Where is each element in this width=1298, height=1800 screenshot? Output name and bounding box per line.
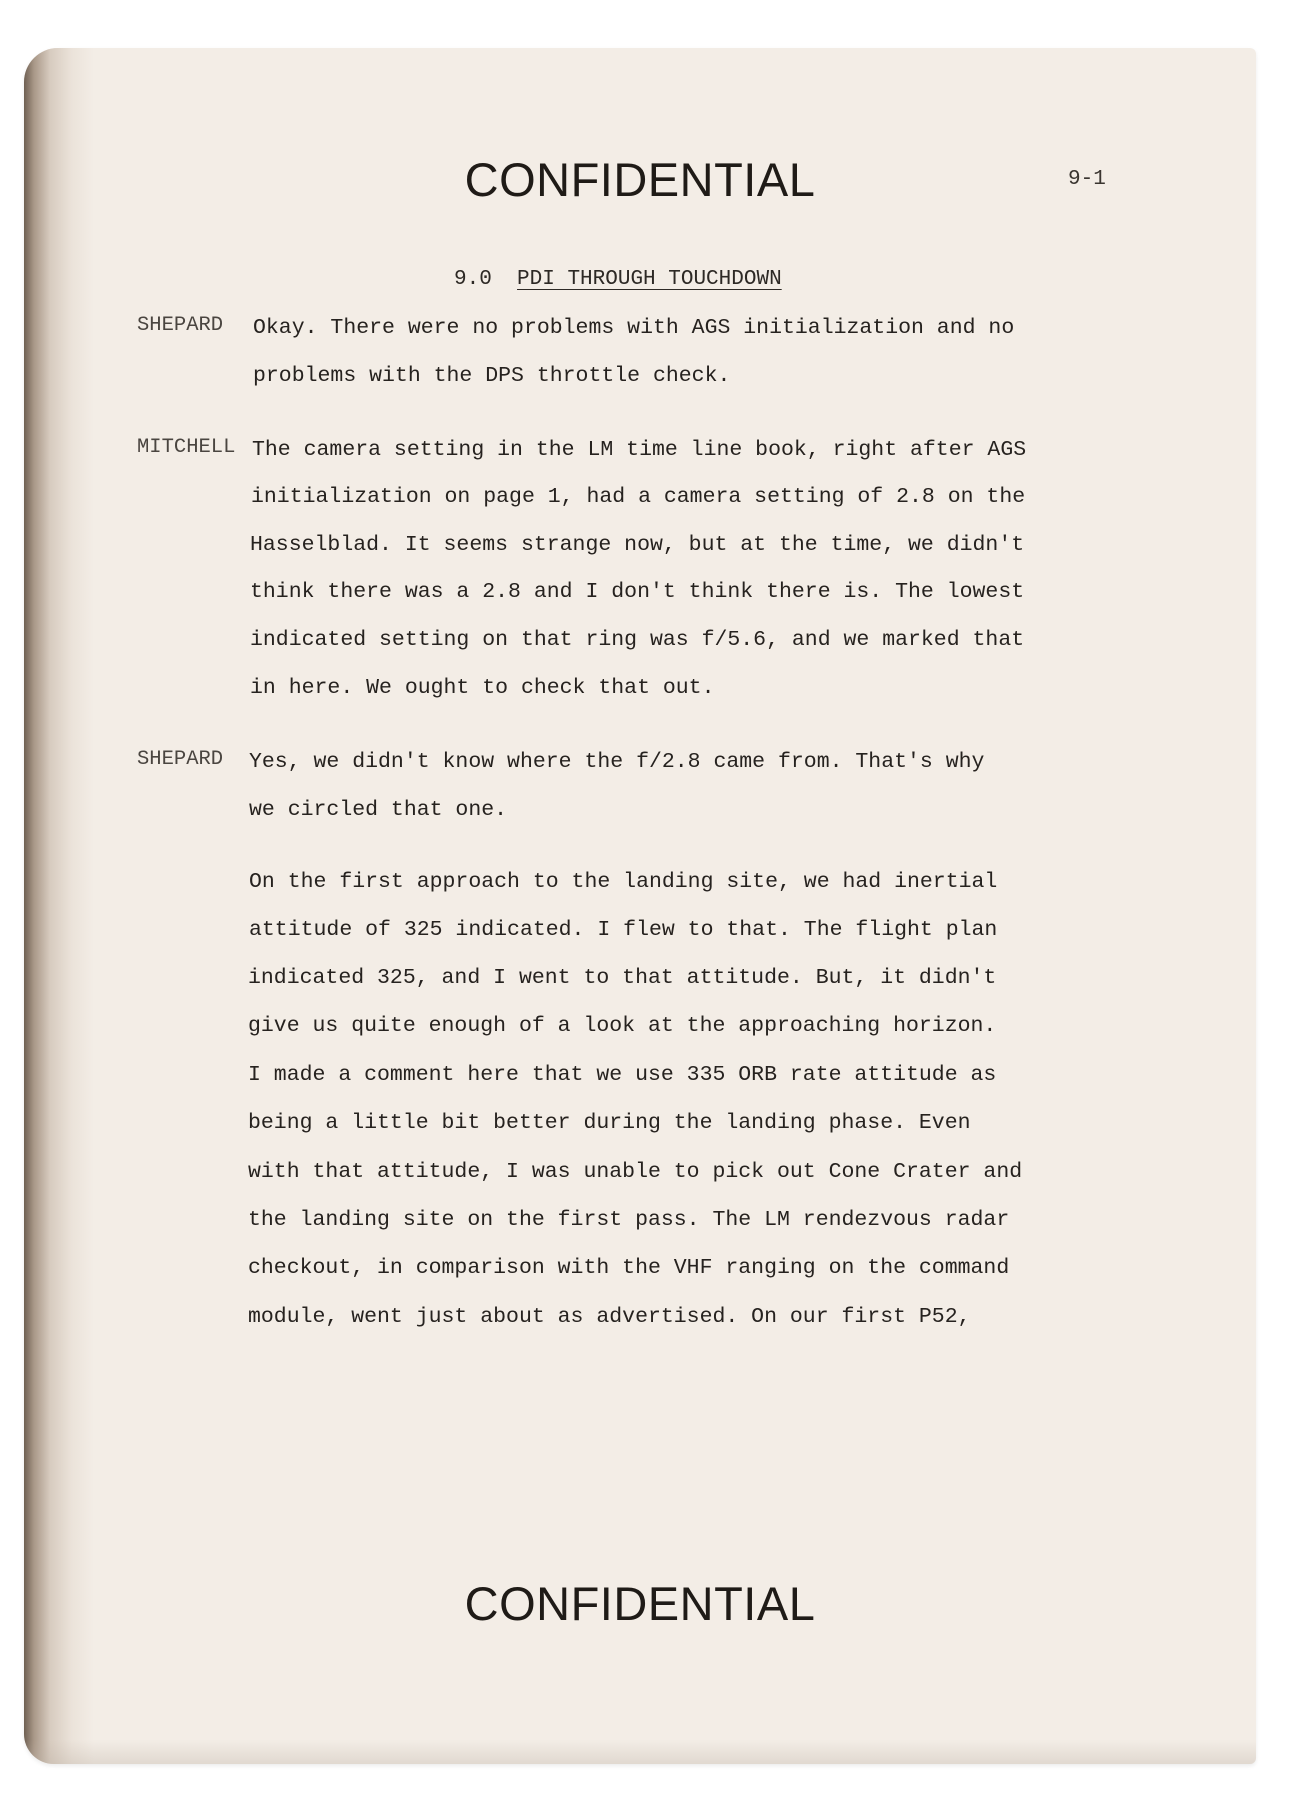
transcript-line: attitude of 325 indicated. I flew to that. The flight plan (249, 918, 998, 942)
transcript-line: Yes, we didn't know where the f/2.8 came from. That's why (249, 750, 985, 774)
transcript-line: I made a comment here that we use 335 ORB rate attitude as (248, 1063, 997, 1087)
section-heading (454, 268, 782, 291)
transcript-line: we circled that one. (249, 798, 508, 822)
transcript-line: being a little bit better during the landing phase. Even (248, 1111, 971, 1135)
transcript-line: On the first approach to the landing site, we had inertial (249, 870, 998, 894)
page-number: 9-1 (1068, 168, 1106, 191)
document-page (24, 48, 1256, 1764)
transcript-line: think there was a 2.8 and I don't think there is. The lowest (250, 580, 1025, 604)
transcript-line: give us quite enough of a look at the approaching horizon. (248, 1014, 997, 1038)
footer-classification-stamp: CONFIDENTIAL (464, 1577, 816, 1630)
speaker-label: MITCHELL (137, 436, 236, 459)
transcript-line: The camera setting in the LM time line book, right after AGS (252, 438, 1027, 462)
speaker-label: SHEPARD (137, 314, 224, 337)
transcript-line: initialization on page 1, had a camera setting of 2.8 on the (251, 485, 1026, 509)
transcript-line: the landing site on the first pass. The LM rendezvous radar (248, 1208, 1010, 1232)
transcript-line: in here. We ought to check that out. (250, 676, 715, 700)
transcript-line: with that attitude, I was unable to pick out Cone Crater and (248, 1160, 1023, 1184)
transcript-line: checkout, in comparison with the VHF ranging on the command (248, 1256, 1010, 1280)
transcript-line: indicated setting on that ring was f/5.6, and we marked that (250, 628, 1025, 652)
transcript-line: Hasselblad. It seems strange now, but at the time, we didn't (250, 533, 1025, 557)
transcript-line: module, went just about as advertised. On our first P52, (248, 1305, 971, 1329)
section-number: 9.0 (454, 268, 492, 291)
header-classification-stamp: CONFIDENTIAL (464, 153, 816, 206)
transcript-line: problems with the DPS throttle check. (253, 364, 731, 388)
transcript-line: indicated 325, and I went to that attitude. But, it didn't (248, 966, 997, 990)
transcript-line: Okay. There were no problems with AGS initialization and no (253, 316, 1015, 340)
speaker-label: SHEPARD (137, 748, 224, 771)
section-title: PDI THROUGH TOUCHDOWN (517, 268, 782, 291)
